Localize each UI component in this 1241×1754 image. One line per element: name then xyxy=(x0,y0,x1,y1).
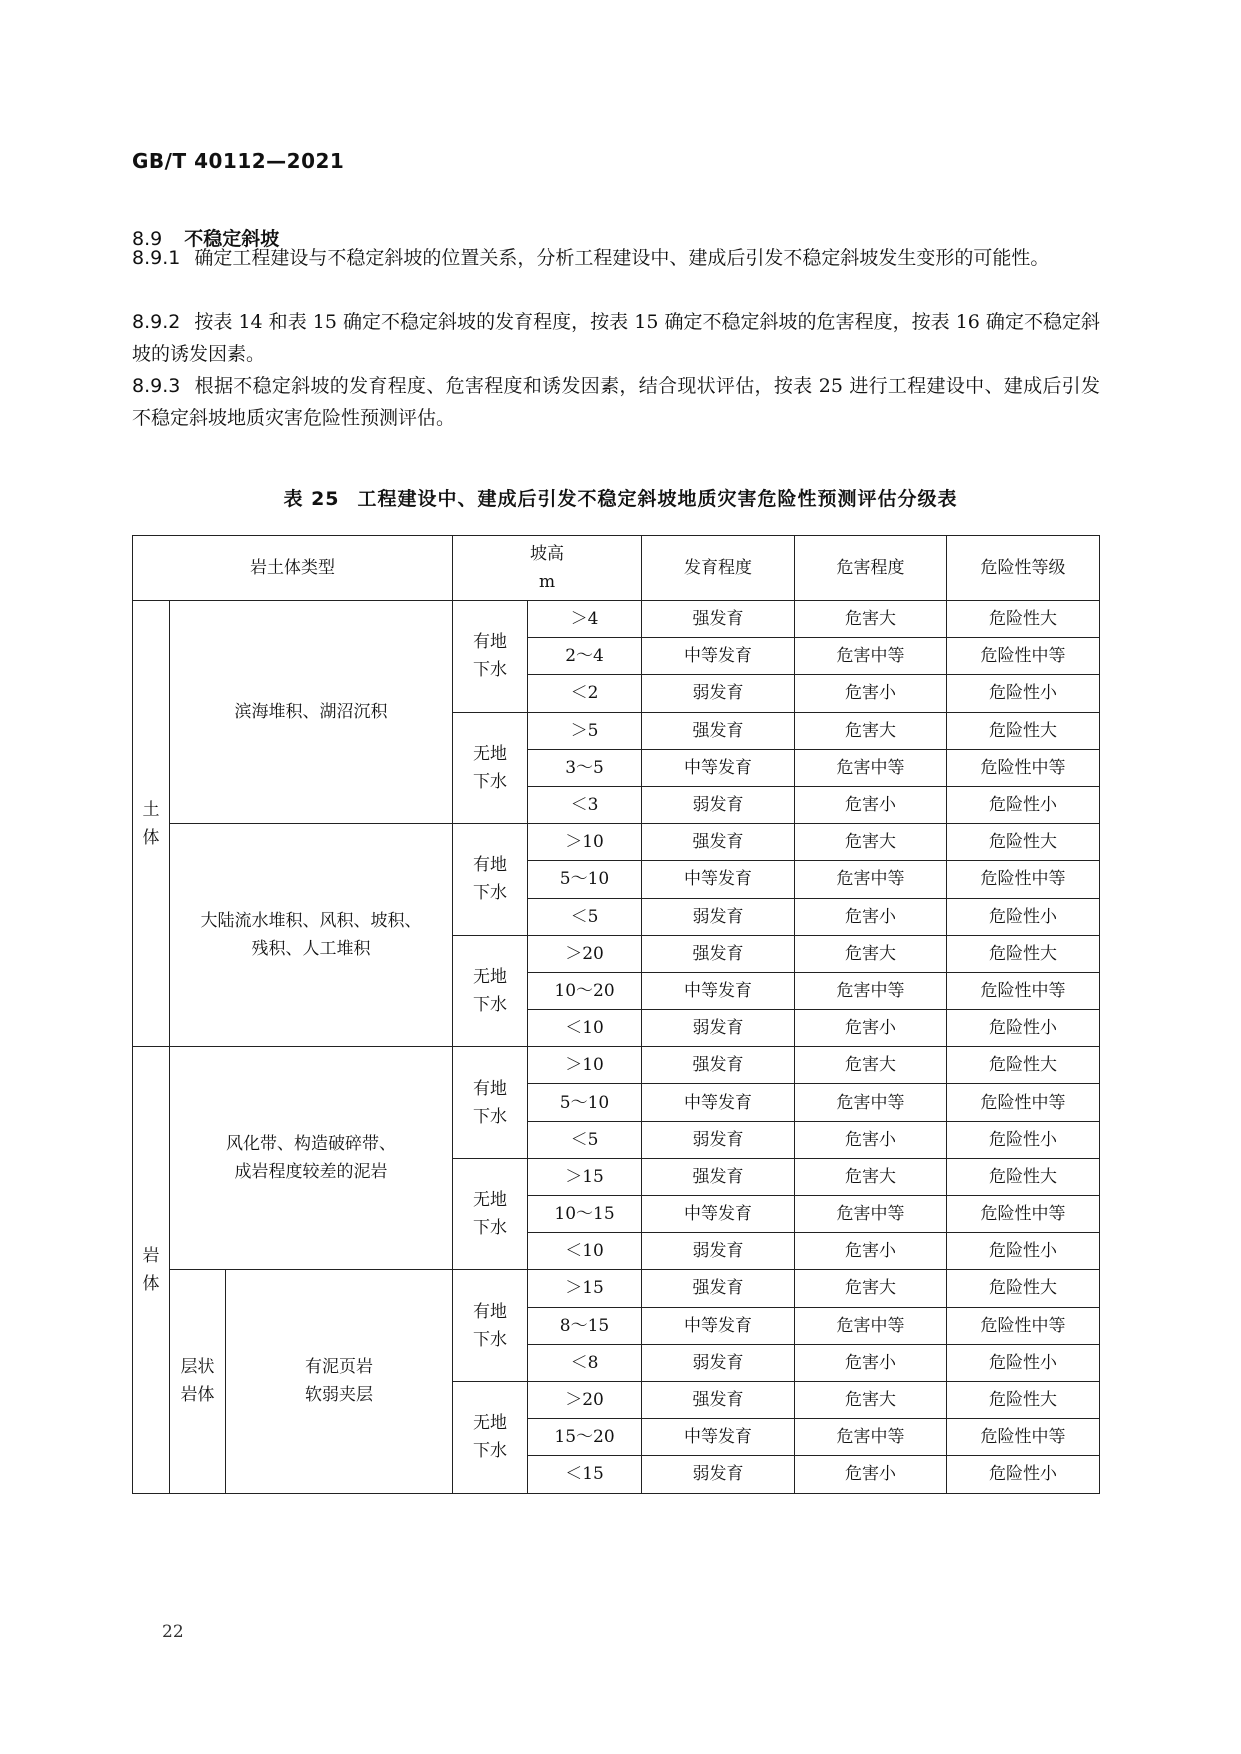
slope-height-cell: ＞5 xyxy=(528,712,642,749)
slope-height-cell: ＜8 xyxy=(528,1344,642,1381)
risk-level-cell: 危险性大 xyxy=(947,1270,1100,1307)
groundwater-absent-text: 无地下水 xyxy=(473,966,508,1015)
groundwater-present-text: 有地下水 xyxy=(473,1301,508,1350)
groundwater-present xyxy=(453,824,528,936)
risk-level-cell: 危险性小 xyxy=(947,1456,1100,1493)
table-caption xyxy=(0,484,1241,511)
header-risk-level: 危险性等级 xyxy=(947,536,1100,601)
slope-height-cell: 10～20 xyxy=(528,972,642,1009)
development-cell: 强发育 xyxy=(642,1047,795,1084)
risk-level-cell: 危险性大 xyxy=(947,712,1100,749)
groundwater-present-text: 有地下水 xyxy=(473,632,508,681)
layered-rock-label xyxy=(170,1270,226,1493)
risk-level-cell: 危险性大 xyxy=(947,1158,1100,1195)
development-cell: 强发育 xyxy=(642,1270,795,1307)
table-row xyxy=(133,824,1100,861)
category-3-line: 风化带、构造破碎带、 xyxy=(226,1134,397,1155)
hazard-cell: 危害大 xyxy=(795,1270,947,1307)
development-cell: 弱发育 xyxy=(642,1010,795,1047)
clause-text: 按表 14 和表 15 确定不稳定斜坡的发育程度，按表 15 确定不稳定斜坡的危害程度，按表 16 确定不稳定斜坡的诱发因素。 xyxy=(132,311,1100,365)
risk-level-cell: 危险性小 xyxy=(947,1010,1100,1047)
category-4 xyxy=(226,1270,453,1493)
development-cell: 中等发育 xyxy=(642,1419,795,1456)
hazard-cell: 危害大 xyxy=(795,601,947,638)
header-rock-soil-type: 岩土体类型 xyxy=(133,536,453,601)
slope-height-cell: ＞20 xyxy=(528,1381,642,1418)
risk-level-cell: 危险性中等 xyxy=(947,1419,1100,1456)
risk-level-cell: 危险性中等 xyxy=(947,1307,1100,1344)
soil-group-label xyxy=(133,601,170,1047)
standard-code: GB/T 40112—2021 xyxy=(132,149,345,173)
category-1-line: 滨海堆积、湖沼沉积 xyxy=(234,702,388,723)
development-cell: 强发育 xyxy=(642,601,795,638)
groundwater-absent-text: 无地下水 xyxy=(473,1190,508,1239)
hazard-cell: 危害小 xyxy=(795,1456,947,1493)
groundwater-present xyxy=(453,1047,528,1159)
slope-height-cell: ＞20 xyxy=(528,935,642,972)
slope-height-cell: ＞4 xyxy=(528,601,642,638)
development-cell: 中等发育 xyxy=(642,749,795,786)
hazard-cell: 危害小 xyxy=(795,898,947,935)
development-cell: 强发育 xyxy=(642,1381,795,1418)
hazard-cell: 危害中等 xyxy=(795,972,947,1009)
category-4-line: 软弱夹层 xyxy=(305,1385,374,1406)
risk-level-cell: 危险性小 xyxy=(947,786,1100,823)
hazard-cell: 危害小 xyxy=(795,1010,947,1047)
slope-height-cell: ＜3 xyxy=(528,786,642,823)
development-cell: 弱发育 xyxy=(642,1456,795,1493)
rock-group-label xyxy=(133,1047,170,1493)
development-cell: 中等发育 xyxy=(642,638,795,675)
risk-level-cell: 危险性小 xyxy=(947,675,1100,712)
development-cell: 弱发育 xyxy=(642,1121,795,1158)
slope-height-cell: 10～15 xyxy=(528,1196,642,1233)
soil-group-label-text: 土体 xyxy=(142,799,160,848)
slope-height-cell: ＜2 xyxy=(528,675,642,712)
risk-level-cell: 危险性中等 xyxy=(947,861,1100,898)
hazard-cell: 危害小 xyxy=(795,1121,947,1158)
groundwater-absent-text: 无地下水 xyxy=(473,743,508,792)
development-cell: 强发育 xyxy=(642,1158,795,1195)
groundwater-present xyxy=(453,1270,528,1382)
hazard-cell: 危害大 xyxy=(795,712,947,749)
groundwater-present-text: 有地下水 xyxy=(473,855,508,904)
slope-height-cell: 8～15 xyxy=(528,1307,642,1344)
category-3-line: 成岩程度较差的泥岩 xyxy=(234,1162,388,1183)
hazard-cell: 危害中等 xyxy=(795,1307,947,1344)
slope-height-cell: ＜10 xyxy=(528,1010,642,1047)
risk-level-cell: 危险性小 xyxy=(947,1233,1100,1270)
hazard-cell: 危害中等 xyxy=(795,638,947,675)
category-4-line: 有泥页岩 xyxy=(305,1357,374,1378)
clause-number: 8.9.3 xyxy=(132,375,181,397)
slope-height-cell: ＜10 xyxy=(528,1233,642,1270)
development-cell: 中等发育 xyxy=(642,1196,795,1233)
paragraph-8-9-3 xyxy=(132,370,1100,434)
slope-height-cell: ＜5 xyxy=(528,898,642,935)
header-slope-height-line: m xyxy=(538,572,556,592)
groundwater-absent xyxy=(453,935,528,1047)
slope-height-cell: 5～10 xyxy=(528,1084,642,1121)
slope-height-cell: ＞10 xyxy=(528,824,642,861)
table-number: 表 25 xyxy=(283,488,340,510)
header-hazard: 危害程度 xyxy=(795,536,947,601)
clause-text: 确定工程建设与不稳定斜坡的位置关系，分析工程建设中、建成后引发不稳定斜坡发生变形的可能性。 xyxy=(194,247,1050,269)
risk-grading-table xyxy=(132,535,1100,1494)
hazard-cell: 危害中等 xyxy=(795,749,947,786)
header-development: 发育程度 xyxy=(642,536,795,601)
category-1 xyxy=(170,601,453,824)
table-row xyxy=(133,1270,1100,1307)
development-cell: 强发育 xyxy=(642,712,795,749)
hazard-cell: 危害小 xyxy=(795,1344,947,1381)
hazard-cell: 危害中等 xyxy=(795,1419,947,1456)
slope-height-cell: 5～10 xyxy=(528,861,642,898)
risk-level-cell: 危险性小 xyxy=(947,1344,1100,1381)
page-number: 22 xyxy=(162,1622,184,1642)
risk-level-cell: 危险性大 xyxy=(947,935,1100,972)
development-cell: 中等发育 xyxy=(642,1307,795,1344)
category-2-line: 残积、人工堆积 xyxy=(251,939,371,960)
hazard-cell: 危害大 xyxy=(795,935,947,972)
category-2 xyxy=(170,824,453,1047)
groundwater-present-text: 有地下水 xyxy=(473,1078,508,1127)
development-cell: 强发育 xyxy=(642,824,795,861)
risk-level-cell: 危险性大 xyxy=(947,1381,1100,1418)
table-row xyxy=(133,1047,1100,1084)
hazard-cell: 危害中等 xyxy=(795,1084,947,1121)
risk-level-cell: 危险性大 xyxy=(947,1047,1100,1084)
development-cell: 弱发育 xyxy=(642,675,795,712)
development-cell: 弱发育 xyxy=(642,1344,795,1381)
hazard-cell: 危害小 xyxy=(795,786,947,823)
hazard-cell: 危害大 xyxy=(795,1381,947,1418)
risk-level-cell: 危险性中等 xyxy=(947,972,1100,1009)
development-cell: 中等发育 xyxy=(642,972,795,1009)
section-title: 不稳定斜坡 xyxy=(184,228,280,250)
hazard-cell: 危害大 xyxy=(795,1158,947,1195)
slope-height-cell: ＜15 xyxy=(528,1456,642,1493)
hazard-cell: 危害大 xyxy=(795,1047,947,1084)
paragraph-8-9-1 xyxy=(132,242,1100,274)
risk-level-cell: 危险性中等 xyxy=(947,749,1100,786)
clause-number: 8.9.2 xyxy=(132,311,181,333)
category-3 xyxy=(170,1047,453,1270)
development-cell: 中等发育 xyxy=(642,1084,795,1121)
groundwater-absent-text: 无地下水 xyxy=(473,1413,508,1462)
hazard-cell: 危害中等 xyxy=(795,861,947,898)
risk-level-cell: 危险性大 xyxy=(947,824,1100,861)
groundwater-absent xyxy=(453,1381,528,1493)
rock-group-label-text: 岩体 xyxy=(142,1245,160,1294)
groundwater-present xyxy=(453,601,528,713)
table-header-row xyxy=(133,536,1100,601)
section-number: 8.9 xyxy=(132,228,163,250)
risk-level-cell: 危险性小 xyxy=(947,1121,1100,1158)
table-row xyxy=(133,601,1100,638)
clause-number: 8.9.1 xyxy=(132,247,181,269)
clause-text: 根据不稳定斜坡的发育程度、危害程度和诱发因素，结合现状评估，按表 25 进行工程建设中、建成后引发不稳定斜坡地质灾害危险性预测评估。 xyxy=(132,375,1100,429)
hazard-cell: 危害小 xyxy=(795,675,947,712)
development-cell: 弱发育 xyxy=(642,1233,795,1270)
slope-height-cell: 3～5 xyxy=(528,749,642,786)
slope-height-cell: ＜5 xyxy=(528,1121,642,1158)
development-cell: 弱发育 xyxy=(642,786,795,823)
risk-level-cell: 危险性中等 xyxy=(947,638,1100,675)
slope-height-cell: 15～20 xyxy=(528,1419,642,1456)
hazard-cell: 危害中等 xyxy=(795,1196,947,1233)
development-cell: 中等发育 xyxy=(642,861,795,898)
slope-height-cell: ＞15 xyxy=(528,1270,642,1307)
development-cell: 强发育 xyxy=(642,935,795,972)
slope-height-cell: ＞15 xyxy=(528,1158,642,1195)
risk-level-cell: 危险性中等 xyxy=(947,1084,1100,1121)
hazard-cell: 危害小 xyxy=(795,1233,947,1270)
groundwater-absent xyxy=(453,712,528,824)
risk-level-cell: 危险性小 xyxy=(947,898,1100,935)
header-slope-height-line: 坡高 xyxy=(530,544,565,564)
risk-level-cell: 危险性中等 xyxy=(947,1196,1100,1233)
category-2-line: 大陆流水堆积、风积、坡积、 xyxy=(200,911,422,932)
table-title: 工程建设中、建成后引发不稳定斜坡地质灾害危险性预测评估分级表 xyxy=(357,488,958,510)
header-slope-height xyxy=(453,536,642,601)
layered-rock-label-text: 层状岩体 xyxy=(180,1357,215,1406)
risk-level-cell: 危险性大 xyxy=(947,601,1100,638)
groundwater-absent xyxy=(453,1158,528,1270)
paragraph-8-9-2 xyxy=(132,306,1100,370)
slope-height-cell: 2～4 xyxy=(528,638,642,675)
hazard-cell: 危害大 xyxy=(795,824,947,861)
slope-height-cell: ＞10 xyxy=(528,1047,642,1084)
development-cell: 弱发育 xyxy=(642,898,795,935)
